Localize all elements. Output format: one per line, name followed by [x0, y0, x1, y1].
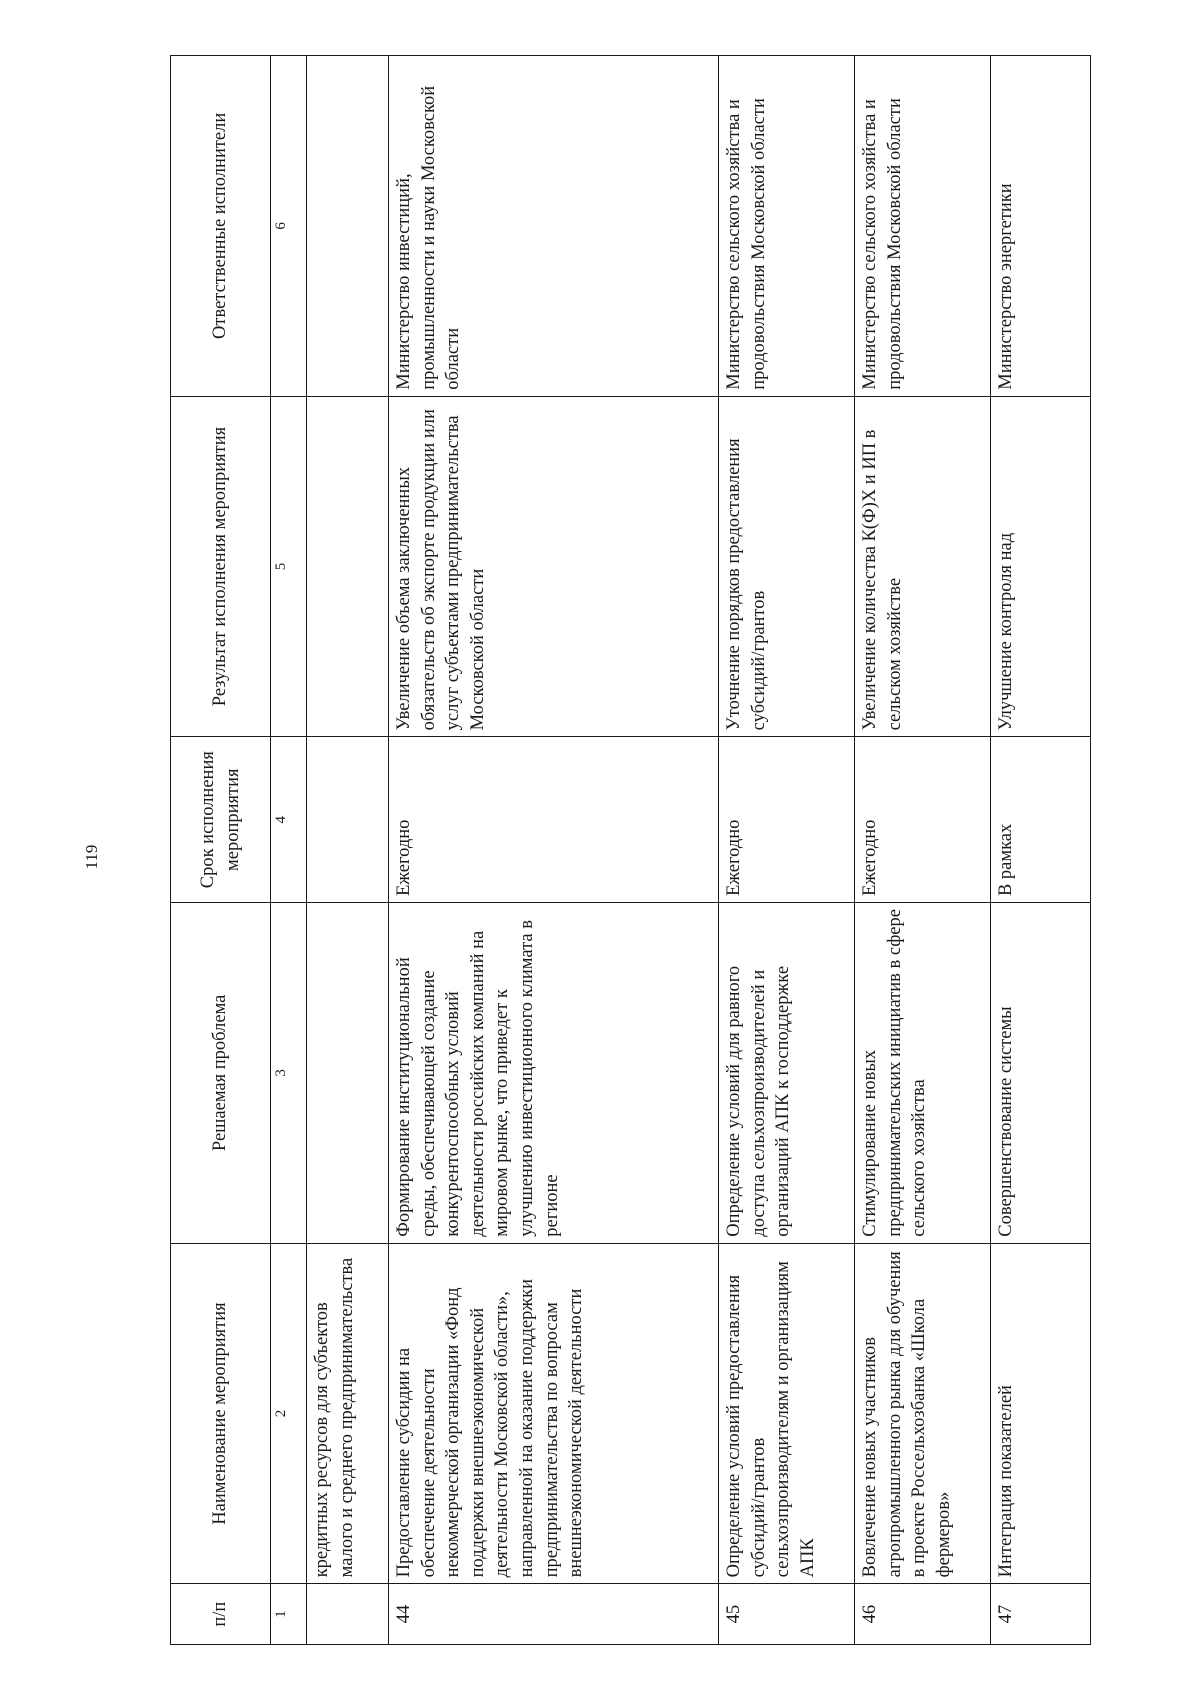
row-num: 47 [991, 1584, 1091, 1645]
row-term: Ежегодно [389, 737, 719, 903]
column-number: 4 [271, 737, 307, 903]
column-number-row [271, 56, 307, 1645]
row-num: 46 [855, 1584, 991, 1645]
row-term: Ежегодно [855, 737, 991, 903]
row-name: Вовлечение новых участников агропромышленного рынка для обучения в проекте Россельхозбанка «Школа фермеров» [855, 1243, 991, 1584]
row-problem: Совершенствование системы [991, 903, 1091, 1244]
row-executor: Министерство сельского хозяйства и продовольствия Московской области [719, 56, 855, 397]
row-problem: Формирование институциональной среды, обеспечивающей создание конкурентоспособных условий деятельности российских компаний на мировом рынке, что приведет к улучшению инвестиционного климата в регионе [389, 903, 719, 1244]
column-number: 1 [271, 1584, 307, 1645]
table-row [991, 56, 1091, 1645]
row-term: В рамках [991, 737, 1091, 903]
column-number: 3 [271, 903, 307, 1244]
row-num [307, 1584, 389, 1645]
header-name: Наименование мероприятия [171, 1243, 271, 1584]
header-row [171, 56, 271, 1645]
row-num: 44 [389, 1584, 719, 1645]
column-number: 5 [271, 396, 307, 737]
row-result: Улучшение контроля над [991, 396, 1091, 737]
table-row [307, 56, 389, 1645]
row-result: Уточнение порядков предоставления субсидий/грантов [719, 396, 855, 737]
row-executor: Министерство инвестиций, промышленности и науки Московской области [389, 56, 719, 397]
table-row [855, 56, 991, 1645]
column-number: 2 [271, 1243, 307, 1584]
row-term: Ежегодно [719, 737, 855, 903]
row-name: кредитных ресурсов для субъектов малого и среднего предпринимательства [307, 1243, 389, 1584]
row-result: Увеличение объема заключенных обязательств об экспорте продукции или услуг субъектами предпринимательства Московской области [389, 396, 719, 737]
row-problem: Определение условий для равного доступа сельхозпроизводителей и организаций АПК к господдержке [719, 903, 855, 1244]
measures-table [170, 55, 1091, 1645]
row-executor: Министерство энергетики [991, 56, 1091, 397]
table-row [719, 56, 855, 1645]
row-name: Интеграция показателей [991, 1243, 1091, 1584]
column-number: 6 [271, 56, 307, 397]
header-result: Результат исполнения мероприятия [171, 396, 271, 737]
row-result: Увеличение количества К(Ф)Х и ИП в сельском хозяйстве [855, 396, 991, 737]
row-executor: Министерство сельского хозяйства и продовольствия Московской области [855, 56, 991, 397]
row-term [307, 737, 389, 903]
header-num: п/п [171, 1584, 271, 1645]
row-problem [307, 903, 389, 1244]
header-problem: Решаемая проблема [171, 903, 271, 1244]
header-executor: Ответственные исполнители [171, 56, 271, 397]
row-executor [307, 56, 389, 397]
page-number: 119 [82, 844, 101, 870]
row-name: Определение условий предоставления субсидий/грантов сельхозпроизводителям и организациям АПК [719, 1243, 855, 1584]
row-result [307, 396, 389, 737]
row-num: 45 [719, 1584, 855, 1645]
row-problem: Стимулирование новых предпринимательских инициатив в сфере сельского хозяйства [855, 903, 991, 1244]
header-term: Срок исполнения мероприятия [171, 737, 271, 903]
table-row [389, 56, 719, 1645]
row-name: Предоставление субсидии на обеспечение деятельности некоммерческой организации «Фонд поддержки внешнеэкономической деятельности Московской области», направленной на оказание поддержки предпринимательства по вопросам внешнеэкономической деятельности [389, 1243, 719, 1584]
